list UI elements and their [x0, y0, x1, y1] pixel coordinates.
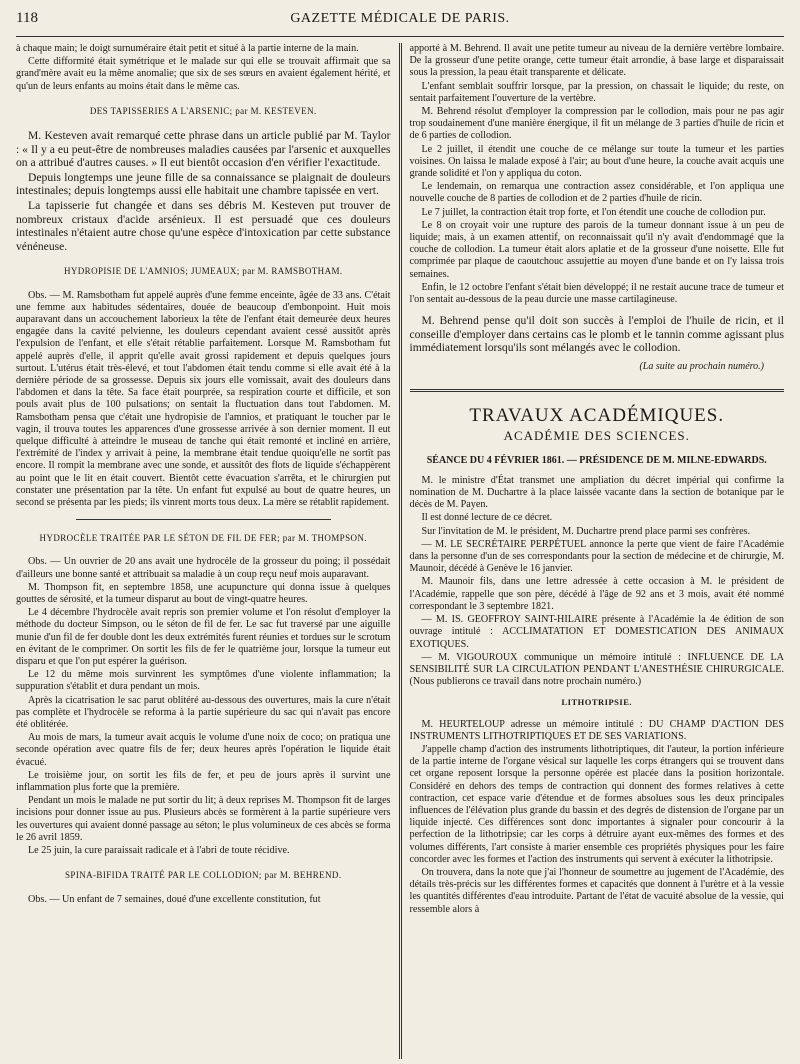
paragraph: Le lendemain, on remarqua une contraction assez considérable, et l'on appliqua une nouvelle couche de 8 parties de collodion et de 2 parties d'huile de ricin.	[409, 181, 784, 205]
paragraph: Cette difformité était symétrique et le malade sur qui elle se trouvait affirmait que sa grand'mère avait eu la même anomalie; que six de ses sœurs en avaient également hérité, et qu'un de leurs enfants au moins était dans le même cas.	[16, 56, 391, 92]
session-line: SÉANCE DU 4 FÉVRIER 1861. — PRÉSIDENCE DE M. MILNE-EDWARDS.	[426, 454, 767, 466]
column-rule	[399, 43, 402, 1059]
conclusion	[410, 314, 785, 355]
columns	[16, 43, 784, 1059]
section-body	[16, 129, 391, 253]
paragraph: Obs. — Un ouvrier de 20 ans avait une hydrocèle de la grosseur du poing; il possédait d'ailleurs une bonne santé et attribuait sa maladie à un coup reçu neuf mois auparavant.	[16, 556, 391, 580]
paragraph: Le 12 du même mois survinrent les symptômes d'une violente inflammation; la suppuration s'établit et dura pendant un mois.	[16, 669, 391, 693]
page-header	[16, 10, 784, 37]
paragraph: M. Behrend pense qu'il doit son succès à l'emploi de l'huile de ricin, et il conseille d'employer dans certains cas le plomb et le tannin comme agissant plus immédiatement lorsqu'ils sont mélangés avec le collodion.	[409, 314, 784, 355]
paragraph: Sur l'invitation de M. le président, M. Duchartre prend place parmi ses confrères.	[421, 525, 751, 537]
section-heading: DES TAPISSERIES A L'ARSENIC; par M. KESTEVEN.	[89, 105, 317, 116]
section-title: TRAVAUX ACADÉMIQUES.	[469, 405, 725, 427]
continuation-note: (La suite au prochain numéro.)	[639, 361, 764, 373]
right-column	[408, 43, 785, 1059]
paragraph: La tapisserie fut changée et dans ses débris M. Kesteven put trouver de nombreux cristaux d'acide arsénieux. Il est persuadé que ces douleurs intestinales n'étaient autre chose qu'une espèce d'intoxication par cette substance vénéneuse.	[16, 198, 391, 253]
paragraph: L'enfant semblait souffrir lorsque, par la pression, on chassait le liquide; du reste, on sentait parfaitement l'ouverture de la vertèbre.	[409, 80, 784, 104]
paragraph: Le 8 on croyait voir une rupture des parois de la tumeur donnant issue à un peu de liquide; mais, à un examen attentif, on reconnaissait qu'il n'y avait d'endommagé que la couche de collodion. La tumeur était alors aplatie et de la grosseur d'une noisette. Elle fut comprimée par plaque de caoutchouc assujettie au moyen d'une bande et on l'y laissa trois semaines.	[409, 219, 784, 280]
paragraph: Depuis longtemps une jeune fille de sa connaissance se plaignait de douleurs intestinales; depuis longtemps aussi elle habitait une chambre tapissée en vert.	[16, 170, 391, 198]
divider	[76, 519, 331, 520]
paragraph: Il est donné lecture de ce décret.	[421, 512, 553, 524]
paragraph: Enfin, le 12 octobre l'enfant s'était bien développé; il ne restait aucune trace de tumeur et l'on sentait au-dessous de la peau durcie une masse cartilagineuse.	[409, 281, 784, 306]
subsection-title: ACADÉMIE DES SCIENCES.	[503, 428, 690, 444]
running-title: GAZETTE MÉDICALE DE PARIS.	[290, 11, 510, 26]
paragraph: Au mois de mars, la tumeur avait acquis le volume d'une noix de coco; on pratiqua une seconde opération avec quatre fils de fer; deux heures après l'opération le liquide était évacué.	[16, 732, 391, 768]
paragraph: M. Kesteven avait remarqué cette phrase dans un article publié par M. Taylor : « Il y a eu peut-être de nombreuses maladies causées par l'arsenic et auxquelles on a attribué d'autres causes. » Il eut bientôt occasion d'en vérifier l'exactitude.	[16, 129, 391, 170]
paragraph: à chaque main; le doigt surnuméraire était petit et situé à la partie interne de la main.	[16, 43, 359, 54]
paragraph: Le 7 juillet, la contraction était trop forte, et l'on étendit une couche de collodion pur.	[421, 206, 766, 218]
paragraph: Obs. — Un enfant de 7 semaines, doué d'une excellente constitution, fut	[28, 893, 321, 905]
paragraph: Le 25 juin, la cure paraissait radicale et à l'abri de toute récidive.	[28, 845, 290, 857]
paragraph: Le 2 juillet, il étendit une couche de ce mélange sur toute la tumeur et les parties voisines. On laissa le malade exposé à l'air; au bout d'une heure, la couche avait acquis une grande solidité et l'on y appliqua du coton.	[409, 143, 784, 180]
paragraph: M. Behrend résolut d'employer la compression par le collodion, mais pour ne pas agir trop soudainement d'une manière énergique, il fit un mélange de 3 parties d'huile de ricin et de 6 parties de collodion.	[409, 106, 784, 142]
topic-heading: LITHOTRIPSIE.	[561, 697, 632, 708]
double-rule	[410, 389, 785, 392]
paragraph: — M. VIGOUROUX communique un mémoire intitulé : INFLUENCE DE LA SENSIBILITÉ SUR LA CIRCULATION PENDANT L'ANESTHÉSIE CHIRURGICALE. (Nous publierons ce travail dans notre prochain numéro.)	[409, 651, 784, 688]
paragraph: — M. LE SECRÉTAIRE PERPÉTUEL annonce la perte que vient de faire l'Académie dans la personne d'un de ses correspondants pour la section de médecine et de chirurgie, M. Maunoir, décédé à Genève le 16 janvier.	[409, 538, 784, 575]
paragraph: Pendant un mois le malade ne put sortir du lit; à deux reprises M. Thompson fit de larges incisions pour donner issue au pus. Plusieurs abcès se formèrent à la partie supérieure vers les ouvertures qui avaient donné passage au séton; le plus volumineux de ces abcès se forma le 26 avril 1859.	[16, 795, 391, 843]
page-number: 118	[16, 10, 38, 26]
paragraph: Le troisième jour, on sortit les fils de fer, et peu de jours après il survint une inflammation plus forte que la première.	[16, 769, 391, 794]
paragraph: Le 4 décembre l'hydrocèle avait repris son premier volume et l'on résolut d'employer la méthode du docteur Simpson, ou le séton de fil de fer. Le sac fut traversé par une aiguille munie d'un fil de fer double dont les deux extrémités furent réunies et tordues sur le scrotum en évitant de le comprimer. On sortit les fils de fer le quatrième jour, lorsque la tumeur eut disparu et que l'on put espérer la guérison.	[16, 607, 391, 668]
paragraph: apporté à M. Behrend. Il avait une petite tumeur au niveau de la dernière vertèbre lombaire. De la grosseur d'une petite orange, cette tumeur était arrondie, à base large et disparaissait sous la pression, la peau était transparente et délicate.	[409, 43, 784, 79]
section-heading: HYDROPISIE DE L'AMNIOS; JUMEAUX; par M. RAMSBOTHAM.	[63, 266, 343, 277]
paragraph: On trouvera, dans la note que j'ai l'honneur de soumettre au jugement de l'Académie, des détails très-précis sur les différentes formes et capacités que donnent à l'urètre et à la vessie les quantités différentes d'eau introduite. Partant de l'état de vacuité absolue de la vessie, qui ressemble alors à	[409, 866, 784, 915]
paragraph: — M. IS. GEOFFROY SAINT-HILAIRE présente à l'Académie la 4e édition de son ouvrage intitulé : ACCLIMATATION ET DOMESTICATION DES ANIMAUX EXOTIQUES.	[409, 614, 784, 650]
paragraph: M. Maunoir fils, dans une lettre adressée à cette occasion à M. le président de l'Académie, rappelle que son père, décédé à l'âge de 92 ans et 3 mois, avait été nommé correspondant le 3 septembre 1821.	[409, 576, 784, 612]
paragraph: Obs. — M. Ramsbotham fut appelé auprès d'une femme enceinte, âgée de 33 ans. C'était une femme aux habitudes sédentaires, douée de beaucoup d'embonpoint. Huit mois auparavant dans un accouchement laborieux la tête de l'enfant était demeurée deux heures engagée dans la cavité pelvienne, les douleurs cependant avaient cessé aussitôt après l'expulsion de l'enfant, et elle s'était rétablie parfaitement. Lorsque M. Ramsbotham fut appelé auprès d'elle, il apprit qu'elle avait grossi rapidement et depuis quelques jours surtout. L'utérus était très-élevé, et tout l'abdomen était tendu comme si elle avait été à la dernière période de sa grossesse. Depuis six jours elle vomissait, avait des douleurs dans l'abdomen et dans la tête. Sa face était pourprée, sa respiration courte et difficile, et son pouls avait plus de 100 pulsations; on sentait la fluctuation dans tout l'abdomen. M. Ramsbotham pensa que c'était une hydropisie de l'amnios, et pratiquant le toucher par le vagin, il trouva toutes les apparences d'une grossesse arrivée à son dernier moment. Il eut quelque difficulté à atteindre le museau de tanche qui était remonté et incliné en arrière, l'extrémité de l'index y arrivait à peine, la membrane était tendue quoiqu'elle ne sortît pas encore. Il rompit la membrane avec une sonde, et aussitôt des flots de liquide s'échappèrent au point que le lit en était couvert. Bientôt cette évacuation s'arrêta, et le chirurgien put constater une présentation par la tête. Un enfant fut expulsé au bout de quatre heures, un second se présenta par les pieds; ils vinrent morts tous deux. La mère se rétablit rapidement.	[16, 289, 391, 509]
paragraph: J'appelle champ d'action des instruments lithotriptiques, dit l'auteur, la portion inférieure de la partie interne de l'organe vésical sur laquelle les corps étrangers qui se trouvent dans cet organe reposent lorsque la personne opérée est placée dans la position horizontale. Considéré en dehors des temps de contraction qui donnent des formes relatives à cette contraction, cet espace varie d'étendue et de formes absolues sous les deux principales influences de l'élévation plus grande du bassin et des degrés de distension de l'organe par un liquide injecté. Ces différences sont donc importantes à signaler pour concourir à la perfection de la lithotripsie; car les corps à détruire ayant eux-mêmes des formes et des volumes différents, l'art consiste à marier ensemble ces propriétés physiques pour les faire concorder avec les formes et l'action des instruments qui servent à exécuter la lithotripsie.	[409, 743, 784, 865]
paragraph: M. HEURTELOUP adresse un mémoire intitulé : DU CHAMP D'ACTION DES INSTRUMENTS LITHOTRIPTIQUES ET DE SES VARIATIONS.	[409, 718, 784, 742]
section-heading: SPINA-BIFIDA TRAITÉ PAR LE COLLODION; par M. BEHREND.	[65, 870, 342, 881]
paragraph: Après la cicatrisation le sac parut oblitéré au-dessous des ouvertures, mais la cure n'était pas complète et l'hydrocèle se reforma à la partie supérieure du sac qui n'avait pas encore été oblitérée.	[16, 694, 391, 731]
paragraph: M. Thompson fit, en septembre 1858, une acupuncture qui donna issue à quelques gouttes de sérosité, et la tumeur disparut au bout de vingt-quatre heures.	[16, 581, 391, 606]
section-heading: HYDROCÈLE TRAITÉE PAR LE SÉTON DE FIL DE FER; par M. THOMPSON.	[39, 533, 367, 544]
left-column	[16, 43, 393, 1059]
paragraph: M. le ministre d'État transmet une ampliation du décret impérial qui confirme la nomination de M. Duchartre à la place laissée vacante dans la section de botanique par le décès de M. Payen.	[409, 474, 784, 511]
